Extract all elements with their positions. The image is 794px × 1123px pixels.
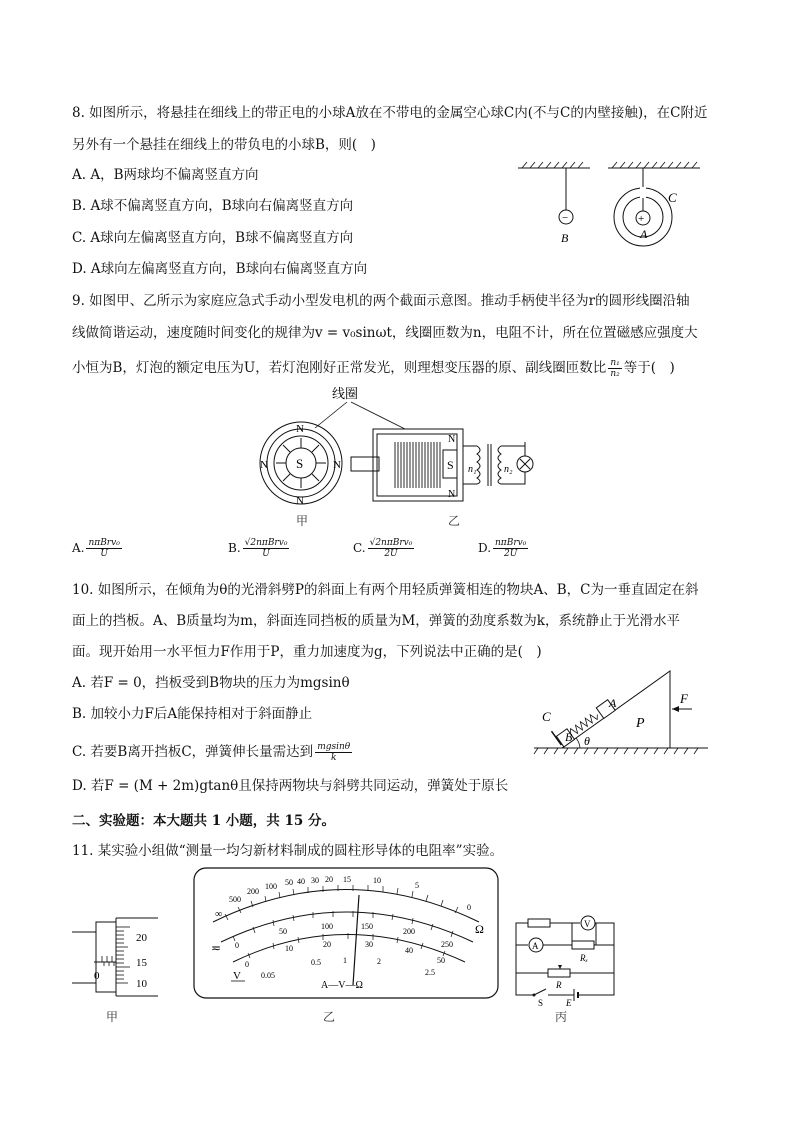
svg-text:Ω: Ω bbox=[475, 922, 484, 936]
svg-text:Rₓ: Rₓ bbox=[580, 953, 589, 963]
svg-text:N: N bbox=[448, 434, 456, 445]
svg-text:40: 40 bbox=[297, 877, 305, 886]
svg-text:20: 20 bbox=[323, 940, 331, 949]
svg-text:0: 0 bbox=[245, 960, 249, 969]
q9-coil-label: 线圈 bbox=[332, 386, 359, 401]
q8-option-d: D. A球向左偏离竖直方向，B球向右偏离竖直方向 bbox=[72, 261, 368, 277]
q10-label-theta: θ bbox=[584, 734, 590, 748]
svg-text:≂: ≂ bbox=[211, 941, 222, 955]
svg-text:V: V bbox=[233, 970, 241, 982]
q10-label-c: C bbox=[542, 709, 551, 724]
q10-option-c: C. 若要B离开挡板C，弹簧伸长量需达到 $\frac{mgsin\theta}{k}$ bbox=[72, 742, 351, 763]
q8-minus-sign: − bbox=[562, 212, 569, 224]
q11-multimeter-figure bbox=[193, 867, 500, 1000]
q9-stem-line3-text: 小恒为B，灯泡的额定电压为U，若灯泡刚好正常发光，则理想变压器的原、副线圈匝数比 bbox=[72, 360, 607, 376]
q11-stem: 11. 某实验小组做“测量一均匀新材料制成的圆柱形导体的电阻率”实验。 bbox=[72, 843, 504, 859]
svg-text:200: 200 bbox=[403, 927, 415, 936]
q11-caption-jia: 甲 bbox=[106, 1010, 119, 1024]
svg-text:A—V—Ω: A—V—Ω bbox=[321, 980, 363, 991]
q10-option-b: B. 加较小力F后A能保持相对于斜面静止 bbox=[72, 706, 313, 722]
q10-stem-line3: 面。现开始用一水平恒力F作用于P，重力加速度为g，下列说法中正确的是( ) bbox=[72, 644, 542, 660]
svg-text:0.5: 0.5 bbox=[311, 958, 321, 967]
svg-text:15: 15 bbox=[343, 875, 351, 884]
svg-text:0: 0 bbox=[94, 970, 100, 982]
q9-caption-yi: 乙 bbox=[448, 514, 461, 528]
svg-text:n₂: n₂ bbox=[504, 464, 513, 475]
q8-plus-sign: + bbox=[638, 213, 645, 225]
svg-text:5: 5 bbox=[415, 881, 419, 890]
q9-caption-jia: 甲 bbox=[296, 514, 309, 528]
svg-text:250: 250 bbox=[441, 940, 453, 949]
svg-text:50: 50 bbox=[279, 927, 287, 936]
svg-text:E: E bbox=[566, 998, 572, 1008]
svg-text:200: 200 bbox=[247, 887, 259, 896]
svg-text:2: 2 bbox=[377, 957, 381, 966]
q9-stem-line1: 9. 如图甲、乙所示为家庭应急式手动小型发电机的两个截面示意图。推动手柄使半径为r的圆形线圈沿轴 bbox=[72, 293, 690, 309]
svg-text:S: S bbox=[296, 456, 304, 471]
q8-label-c: C bbox=[668, 190, 677, 205]
q8-option-a: A. A，B两球均不偏离竖直方向 bbox=[72, 167, 259, 183]
q9-stem-line2: 线做简谐运动，速度随时间变化的规律为v = v₀sinωt，线圈匝数为n，电阻不计，所在位置磁感应强度大 bbox=[72, 325, 698, 341]
q11-caption-yi: 乙 bbox=[323, 1010, 336, 1024]
q8-label-b: B bbox=[561, 231, 569, 245]
svg-text:N: N bbox=[296, 423, 304, 435]
q8-figure bbox=[510, 160, 710, 250]
q10-label-f: F bbox=[680, 691, 688, 706]
q11-micrometer-figure bbox=[72, 910, 162, 995]
q10-label-a: A bbox=[609, 696, 617, 710]
q9-option-b: B. $\frac{\text{√2nπBrv₀}}{U}$ bbox=[228, 538, 288, 559]
svg-text:10: 10 bbox=[136, 978, 147, 990]
svg-text:∞: ∞ bbox=[215, 909, 223, 920]
svg-text:10: 10 bbox=[373, 876, 381, 885]
svg-text:N: N bbox=[296, 495, 304, 507]
q10-incline-figure bbox=[532, 665, 712, 755]
svg-text:1: 1 bbox=[343, 956, 347, 965]
q9-option-a: A. $\frac{\text{nπBrv₀}}{U}$ bbox=[72, 538, 120, 559]
svg-text:0: 0 bbox=[235, 941, 239, 950]
q11-circuit-figure bbox=[508, 915, 618, 1008]
q9-figure bbox=[255, 384, 555, 509]
svg-text:30: 30 bbox=[311, 876, 319, 885]
svg-text:20: 20 bbox=[325, 875, 333, 884]
svg-text:n₁: n₁ bbox=[468, 464, 477, 475]
svg-text:0: 0 bbox=[467, 903, 471, 912]
svg-text:20: 20 bbox=[136, 932, 147, 944]
svg-text:N: N bbox=[333, 459, 341, 471]
svg-text:N: N bbox=[448, 489, 456, 500]
svg-text:500: 500 bbox=[229, 895, 241, 904]
svg-text:R: R bbox=[556, 980, 562, 990]
q9-stem-line3 bbox=[72, 358, 675, 379]
svg-text:50: 50 bbox=[285, 878, 293, 887]
svg-text:50: 50 bbox=[437, 956, 445, 965]
q8-stem-line2: 另外有一个悬挂在细线上的带负电的小球B，则( ) bbox=[72, 137, 376, 153]
q8-stem-line1: 8. 如图所示，将悬挂在细线上的带正电的小球A放在不带电的金属空心球C内(不与C的内壁接触)，在C附近 bbox=[72, 105, 708, 121]
svg-text:10: 10 bbox=[285, 944, 293, 953]
svg-text:0.05: 0.05 bbox=[261, 971, 275, 980]
svg-text:S: S bbox=[538, 998, 544, 1008]
svg-text:N: N bbox=[260, 459, 268, 471]
svg-text:A: A bbox=[532, 941, 539, 951]
svg-text:S: S bbox=[447, 458, 454, 472]
svg-text:2.5: 2.5 bbox=[425, 968, 435, 977]
q11-caption-bing: 丙 bbox=[555, 1010, 568, 1024]
q10-option-d: D. 若F = (M + 2m)gtanθ且保持两物块与斜劈共同运动，弹簧处于原长 bbox=[72, 778, 509, 794]
q9-stem-line3-end: 等于( ) bbox=[623, 360, 675, 376]
q9-option-d: D. $\frac{\text{nπBrv₀}}{2U}$ bbox=[478, 538, 527, 559]
q8-option-c: C. A球向左偏离竖直方向，B球不偏离竖直方向 bbox=[72, 230, 354, 246]
svg-text:150: 150 bbox=[361, 922, 373, 931]
q10-stem-line2: 面上的挡板。A、B质量均为m，斜面连同挡板的质量为M，弹簧的劲度系数为k，系统静止于光滑水平 bbox=[72, 613, 680, 629]
q8-label-a: A bbox=[640, 227, 648, 241]
svg-text:V: V bbox=[584, 919, 591, 929]
svg-text:100: 100 bbox=[321, 922, 333, 931]
q10-label-b: B bbox=[565, 730, 573, 744]
svg-text:100: 100 bbox=[265, 882, 277, 891]
q10-label-p: P bbox=[636, 716, 645, 731]
q10-option-a: A. 若F = 0，挡板受到B物块的压力为mgsinθ bbox=[72, 675, 350, 691]
svg-text:40: 40 bbox=[405, 946, 413, 955]
svg-text:15: 15 bbox=[136, 957, 147, 969]
q10-stem-line1: 10. 如图所示，在倾角为θ的光滑斜劈P的斜面上有两个用轻质弹簧相连的物块A、B，C为一垂直固定在斜 bbox=[72, 582, 699, 598]
q9-option-c: C. $\frac{\text{√2nπBrv₀}}{2U}$ bbox=[353, 538, 413, 559]
q8-option-b: B. A球不偏离竖直方向，B球向右偏离竖直方向 bbox=[72, 198, 354, 214]
q9-turns-ratio: $\frac{\text{n₁}}{\text{n₂}}$ bbox=[610, 358, 620, 379]
section-2-heading: 二、实验题：本大题共 1 小题，共 15 分。 bbox=[72, 813, 335, 829]
svg-text:30: 30 bbox=[365, 940, 373, 949]
